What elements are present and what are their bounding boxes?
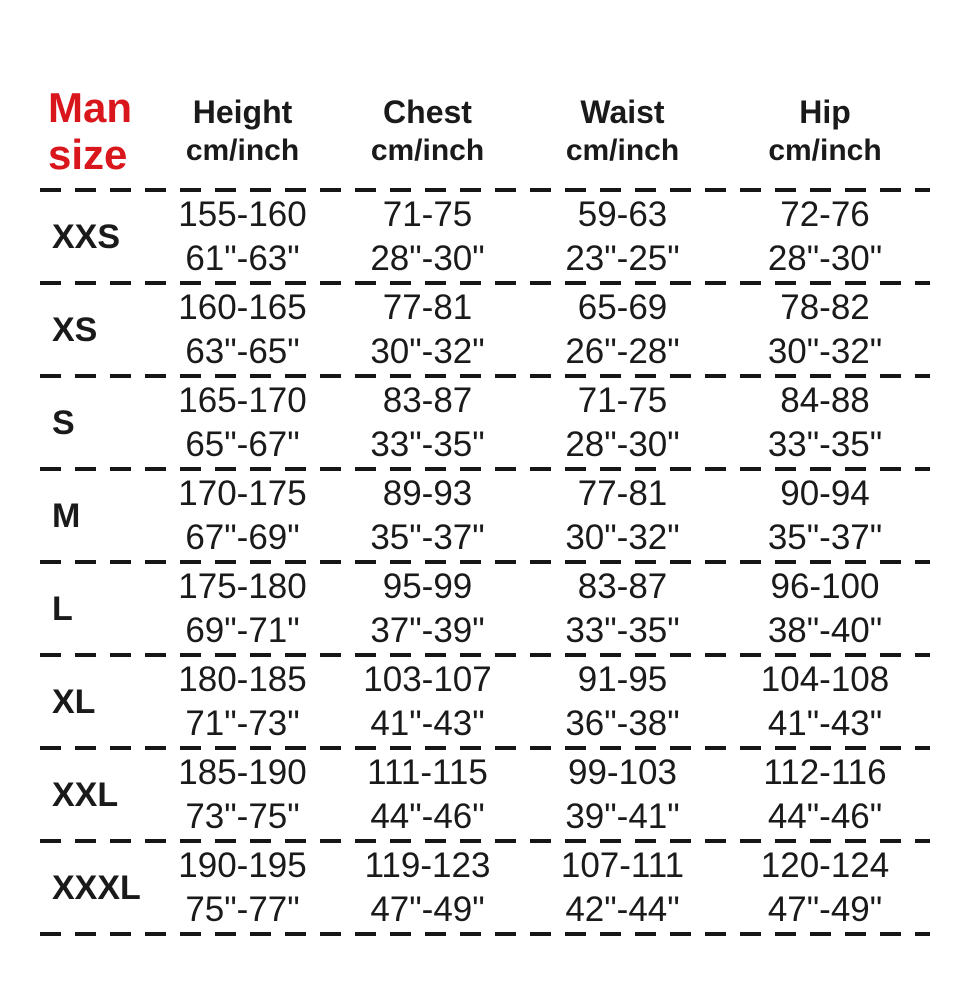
column-header-hip-unit: cm/inch [768, 134, 882, 167]
chest-inch-value: 44"-46" [370, 796, 485, 836]
height-inch-value: 67"-69" [185, 517, 300, 557]
hip-inch-value: 28"-30" [767, 238, 883, 278]
waist-cell [525, 844, 720, 932]
waist-inch-value: 23"-25" [565, 238, 680, 278]
waist-cell [525, 751, 720, 839]
chest-cm-value: 95-99 [382, 566, 473, 606]
waist-cm-value: 99-103 [568, 752, 677, 792]
height-cell [155, 193, 330, 281]
hip-inch-value: 41"-43" [767, 703, 883, 743]
size-label: S [52, 403, 75, 442]
height-inch-value: 73"-75" [185, 796, 300, 836]
chest-inch-value: 47"-49" [370, 889, 485, 929]
hip-cm-value: 112-116 [763, 752, 887, 792]
hip-cell [720, 193, 930, 281]
column-header-waist [525, 92, 720, 170]
chest-cm-value: 77-81 [382, 287, 473, 327]
chest-cm-value: 103-107 [363, 659, 492, 699]
hip-inch-value: 33"-35" [767, 424, 883, 464]
chest-cell [330, 286, 525, 374]
waist-cell [525, 472, 720, 560]
chest-cell [330, 472, 525, 560]
table-row-xxxl [40, 843, 930, 932]
column-header-hip [720, 92, 930, 170]
table-title-line1: Man [48, 84, 132, 131]
size-label: XS [52, 310, 98, 349]
column-header-waist-unit: cm/inch [565, 134, 680, 167]
table-row-xs [40, 285, 930, 374]
size-label: M [52, 496, 81, 535]
waist-inch-value: 42"-44" [565, 889, 680, 929]
waist-cell [525, 658, 720, 746]
waist-cm-value: 59-63 [577, 194, 668, 234]
height-cell [155, 565, 330, 653]
size-label: XXXL [52, 868, 141, 907]
hip-cm-value: 72-76 [780, 194, 870, 234]
size-label: XL [52, 682, 96, 721]
waist-inch-value: 33"-35" [565, 610, 680, 650]
waist-cell [525, 379, 720, 467]
size-label: L [52, 589, 73, 628]
hip-inch-value: 35"-37" [767, 517, 883, 557]
height-cm-value: 165-170 [178, 380, 307, 420]
column-header-height-unit: cm/inch [185, 134, 300, 167]
height-cell [155, 751, 330, 839]
table-title [40, 84, 155, 178]
chest-cell [330, 658, 525, 746]
hip-inch-value: 38"-40" [767, 610, 883, 650]
chest-inch-value: 33"-35" [370, 424, 485, 464]
hip-cm-value: 96-100 [770, 566, 880, 606]
waist-inch-value: 26"-28" [565, 331, 680, 371]
column-header-height-name: Height [192, 94, 293, 130]
header-row [40, 84, 930, 188]
waist-cm-value: 65-69 [577, 287, 668, 327]
chest-cm-value: 111-115 [367, 752, 488, 792]
row-divider [40, 932, 930, 936]
chest-inch-value: 37"-39" [370, 610, 485, 650]
hip-cell [720, 472, 930, 560]
waist-cm-value: 77-81 [577, 473, 668, 513]
table-row-l [40, 564, 930, 653]
table-row-m [40, 471, 930, 560]
height-inch-value: 65"-67" [185, 424, 300, 464]
height-inch-value: 71"-73" [185, 703, 300, 743]
hip-cell [720, 379, 930, 467]
table-row-s [40, 378, 930, 467]
chest-inch-value: 35"-37" [370, 517, 485, 557]
table-title-line2: size [48, 131, 128, 178]
waist-inch-value: 39"-41" [565, 796, 680, 836]
chest-cell [330, 751, 525, 839]
column-header-waist-name: Waist [580, 94, 665, 130]
hip-cm-value: 120-124 [760, 845, 890, 885]
waist-cm-value: 107-111 [560, 845, 685, 885]
height-cm-value: 185-190 [178, 752, 307, 792]
waist-cell [525, 286, 720, 374]
hip-cm-value: 90-94 [780, 473, 870, 513]
hip-inch-value: 47"-49" [767, 889, 883, 929]
waist-cm-value: 83-87 [577, 566, 668, 606]
waist-inch-value: 28"-30" [565, 424, 680, 464]
waist-inch-value: 30"-32" [565, 517, 680, 557]
height-cell [155, 286, 330, 374]
height-inch-value: 61"-63" [185, 238, 300, 278]
size-label: XXS [52, 217, 121, 256]
height-cm-value: 170-175 [178, 473, 307, 513]
chest-cell [330, 193, 525, 281]
chest-cm-value: 83-87 [382, 380, 473, 420]
waist-cell [525, 193, 720, 281]
chest-cm-value: 71-75 [382, 194, 473, 234]
height-inch-value: 63"-65" [185, 331, 300, 371]
height-cm-value: 180-185 [178, 659, 307, 699]
chest-cell [330, 379, 525, 467]
chest-inch-value: 30"-32" [370, 331, 485, 371]
chest-cm-value: 119-123 [364, 845, 491, 885]
column-header-chest-name: Chest [383, 94, 472, 130]
hip-cell [720, 286, 930, 374]
height-cm-value: 155-160 [178, 194, 307, 234]
waist-cell [525, 565, 720, 653]
waist-inch-value: 36"-38" [565, 703, 680, 743]
height-cell [155, 379, 330, 467]
column-header-height [155, 92, 330, 170]
hip-cell [720, 658, 930, 746]
height-cell [155, 844, 330, 932]
column-header-chest [330, 92, 525, 170]
hip-cm-value: 104-108 [760, 659, 890, 699]
waist-cm-value: 71-75 [577, 380, 668, 420]
height-cm-value: 160-165 [178, 287, 307, 327]
hip-cell [720, 844, 930, 932]
size-label: XXL [52, 775, 119, 814]
height-inch-value: 69"-71" [185, 610, 300, 650]
hip-cm-value: 78-82 [780, 287, 870, 327]
hip-cell [720, 751, 930, 839]
table-row-xxs [40, 192, 930, 281]
height-cm-value: 175-180 [178, 566, 307, 606]
chest-cell [330, 565, 525, 653]
height-cell [155, 658, 330, 746]
waist-cm-value: 91-95 [577, 659, 668, 699]
column-header-chest-unit: cm/inch [370, 134, 485, 167]
hip-cm-value: 84-88 [780, 380, 870, 420]
hip-cell [720, 565, 930, 653]
table-row-xxl [40, 750, 930, 839]
chest-cell [330, 844, 525, 932]
table-row-xl [40, 657, 930, 746]
height-cm-value: 190-195 [178, 845, 307, 885]
column-header-hip-name: Hip [799, 94, 851, 130]
height-inch-value: 75"-77" [185, 889, 300, 929]
chest-inch-value: 28"-30" [370, 238, 485, 278]
chest-inch-value: 41"-43" [370, 703, 485, 743]
hip-inch-value: 44"-46" [767, 796, 883, 836]
hip-inch-value: 30"-32" [767, 331, 883, 371]
chest-cm-value: 89-93 [382, 473, 473, 513]
height-cell [155, 472, 330, 560]
